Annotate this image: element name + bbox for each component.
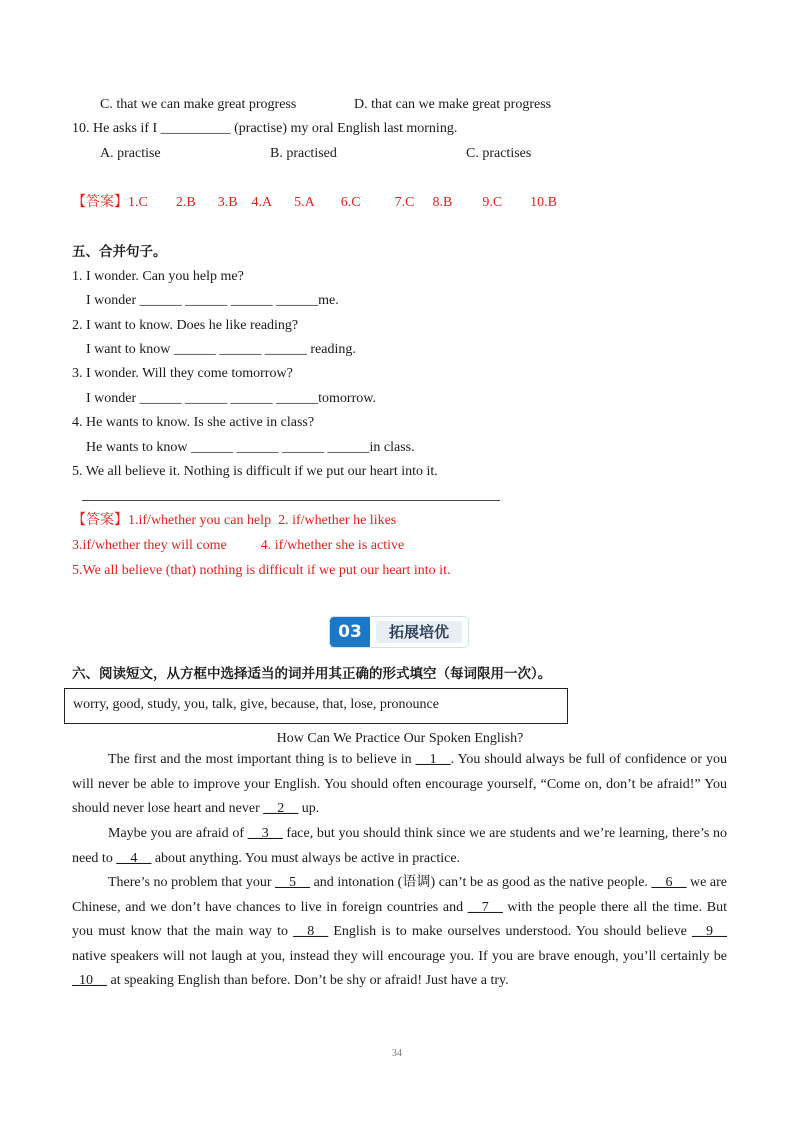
s5-q3: 3. I wonder. Will they come tomorrow? <box>72 366 293 381</box>
section-badge <box>330 617 468 647</box>
passage-paragraph-2 <box>72 822 727 871</box>
s5-q4: 4. He wants to know. Is she active in class? <box>72 415 315 430</box>
q10-option-a: A. practise <box>100 146 161 161</box>
answer-key-1 <box>72 194 557 212</box>
answer-item: 3.B <box>217 195 238 210</box>
passage-text: The first and the most important thing is to believe in <box>108 752 416 767</box>
word-box <box>64 688 568 724</box>
section5-heading: 五、合并句子。 <box>72 244 167 260</box>
answer-item: 4. if/whether she is active <box>260 538 405 553</box>
answer-item: 8.B <box>432 195 453 210</box>
passage-paragraph-3 <box>72 871 727 994</box>
passage-text: There’s no problem that your <box>108 875 276 890</box>
answer-key-2-line2 <box>72 537 404 555</box>
q10-option-b: B. practised <box>270 146 337 161</box>
answer-item: 1.C <box>128 195 148 210</box>
s5-q5: 5. We all believe it. Nothing is difficult if we put our heart into it. <box>72 464 438 479</box>
passage-text: native speakers will not laugh at you, instead they will encourage you. If you are brave enough, you’ll certainly be <box>72 948 727 964</box>
blank-2: __2__ <box>263 801 299 816</box>
q9-option-c: C. that we can make great progress <box>100 97 297 112</box>
blank-9: __9__ <box>691 924 727 939</box>
blank-3: __3__ <box>247 826 283 841</box>
word-list: worry, good, study, you, talk, give, because, that, lose, pronounce <box>73 697 439 712</box>
answer-item: 10.B <box>530 195 557 210</box>
passage-text: with the people there all the time. But you must know that the main way to <box>72 899 728 939</box>
badge-label: 拓展培优 <box>376 621 462 643</box>
passage-text: we are Chinese, and we don’t have chances to live in foreign countries and <box>72 875 728 915</box>
answer-label: 【答案】 <box>72 195 128 210</box>
blank-6: __6__ <box>651 875 687 890</box>
answer-item: 9.C <box>482 195 503 210</box>
answer-item: 2. if/whether he likes <box>278 513 397 528</box>
q9-option-d: D. that can we make great progress <box>354 97 552 112</box>
answer-item: 2.B <box>175 195 196 210</box>
passage-text: and intonation (语调) can’t be as good as the native people. <box>310 875 652 890</box>
s5-q3-blank: I wonder ______ ______ ______ ______tomorrow. <box>86 391 376 406</box>
answer-label: 【答案】 <box>72 513 128 528</box>
passage-text: at speaking English than before. Don’t be shy or afraid! Just have a try. <box>107 973 509 988</box>
section6-heading: 六、阅读短文，从方框中选择适当的词并用其正确的形式填空（每词限用一次）。 <box>72 666 552 682</box>
passage-text: Maybe you are afraid of <box>108 826 248 841</box>
blank-7: __7__ <box>467 899 503 915</box>
answer-item: 6.C <box>340 195 361 210</box>
answer-item: 3.if/whether they will come <box>72 538 227 553</box>
q10-stem: 10. He asks if I __________ (practise) my oral English last morning. <box>72 121 458 136</box>
badge-number: 03 <box>330 617 370 647</box>
s5-q1-blank: I wonder ______ ______ ______ ______me. <box>86 293 339 308</box>
answer-item: 1.if/whether you can help <box>128 513 272 528</box>
s5-q2-blank: I want to know ______ ______ ______ reading. <box>86 342 356 357</box>
passage-text: . You should always be full of confidence or you will never be able to improve your English. You should often encourage yourself, “Come on, don’t be afraid!” You should never lose heart and never <box>72 752 727 816</box>
passage-title: How Can We Practice Our Spoken English? <box>276 731 524 746</box>
answer-line <box>82 500 500 501</box>
s5-q2: 2. I want to know. Does he like reading? <box>72 318 299 333</box>
passage-text: about anything. You must always be active in practice. <box>151 850 461 866</box>
s5-q1: 1. I wonder. Can you help me? <box>72 269 244 284</box>
passage-text: English is to make ourselves understood. You should believe <box>328 924 692 939</box>
answer-key-2-line3: 5.We all believe (that) nothing is difficult if we put our heart into it. <box>72 563 451 578</box>
blank-4: __4__ <box>116 850 152 866</box>
answer-item: 5.A <box>294 195 315 210</box>
blank-5: __5__ <box>275 875 311 890</box>
answer-item: 7.C <box>394 195 415 210</box>
blank-10: _10__ <box>72 973 107 988</box>
s5-q4-blank: He wants to know ______ ______ ______ ______in class. <box>86 440 415 455</box>
q10-option-c: C. practises <box>466 146 532 161</box>
page-number: 34 <box>392 1048 402 1059</box>
blank-1: __1__ <box>415 752 451 767</box>
blank-8: __8__ <box>293 924 329 939</box>
answer-item: 4.A <box>251 195 273 210</box>
passage-text: face, but you should think since we are students and we’re learning, there’s no need to <box>72 826 727 866</box>
answer-key-2-line1 <box>72 512 396 530</box>
passage-text: up. <box>298 801 320 816</box>
passage-paragraph-1 <box>72 748 727 822</box>
